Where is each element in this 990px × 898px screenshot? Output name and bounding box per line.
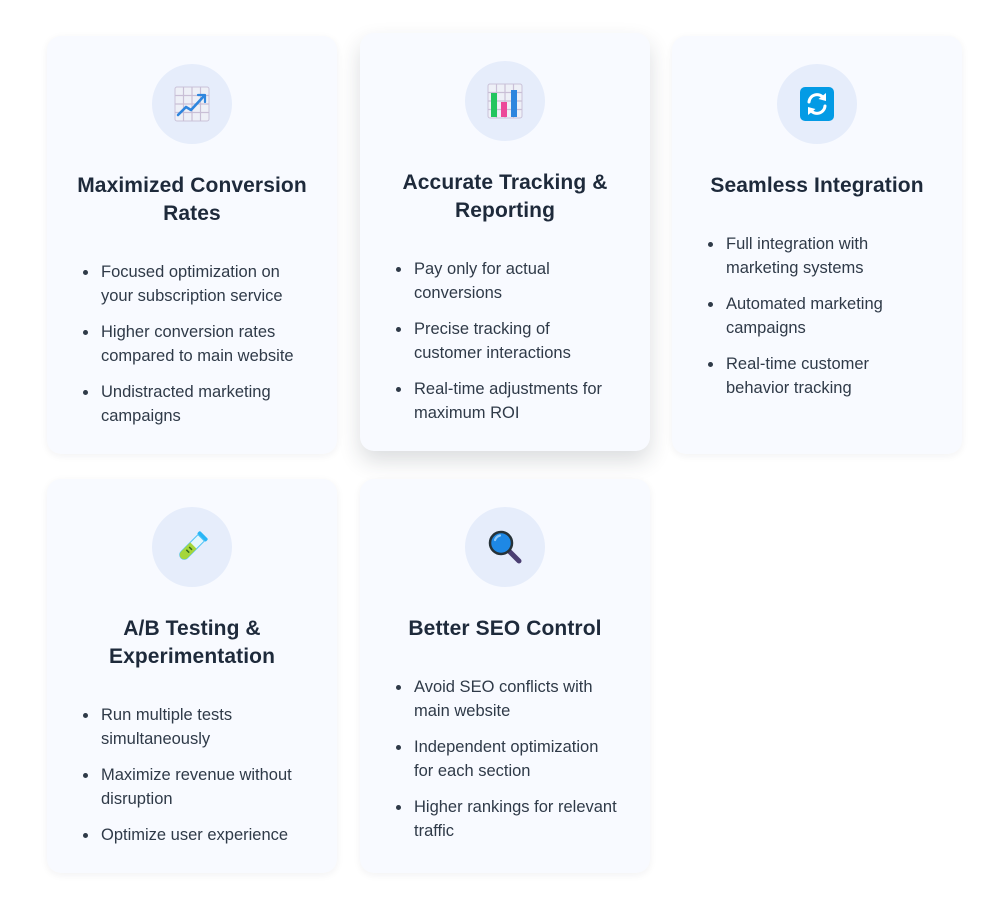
list-item: Pay only for actual conversions bbox=[392, 257, 622, 305]
list-item: Undistracted marketing campaigns bbox=[79, 380, 309, 428]
feature-card-conversion bbox=[47, 36, 337, 454]
list-item: Focused optimization on your subscription service bbox=[79, 260, 309, 308]
list-item: Full integration with marketing systems bbox=[704, 232, 934, 280]
list-item: Run multiple tests simultaneously bbox=[79, 703, 309, 751]
feature-list bbox=[700, 232, 934, 400]
list-item: Independent optimization for each section bbox=[392, 735, 622, 783]
card-title: Accurate Tracking & Reporting bbox=[402, 171, 608, 222]
card-title: A/B Testing & Experimentation bbox=[108, 617, 276, 668]
feature-list bbox=[75, 703, 309, 847]
feature-list bbox=[388, 675, 622, 843]
list-item: Higher conversion rates compared to main website bbox=[79, 320, 309, 368]
feature-card-ab-testing bbox=[47, 479, 337, 873]
chart-increasing-icon bbox=[152, 64, 232, 144]
bar-chart-icon bbox=[465, 61, 545, 141]
feature-card-seo bbox=[360, 479, 650, 873]
list-item: Higher rankings for relevant traffic bbox=[392, 795, 622, 843]
feature-list bbox=[388, 257, 622, 425]
feature-card-tracking bbox=[360, 33, 650, 451]
sync-arrows-icon bbox=[777, 64, 857, 144]
list-item: Avoid SEO conflicts with main website bbox=[392, 675, 622, 723]
feature-card-integration bbox=[672, 36, 962, 454]
test-tube-icon bbox=[152, 507, 232, 587]
card-title: Maximized Conversion Rates bbox=[77, 174, 307, 225]
list-item: Optimize user experience bbox=[79, 823, 309, 847]
list-item: Precise tracking of customer interactions bbox=[392, 317, 622, 365]
list-item: Real-time adjustments for maximum ROI bbox=[392, 377, 622, 425]
feature-list bbox=[75, 260, 309, 428]
list-item: Real-time customer behavior tracking bbox=[704, 352, 934, 400]
list-item: Automated marketing campaigns bbox=[704, 292, 934, 340]
card-title: Seamless Integration bbox=[710, 174, 924, 197]
magnifying-glass-icon bbox=[465, 507, 545, 587]
card-title: Better SEO Control bbox=[408, 617, 602, 640]
list-item: Maximize revenue without disruption bbox=[79, 763, 309, 811]
